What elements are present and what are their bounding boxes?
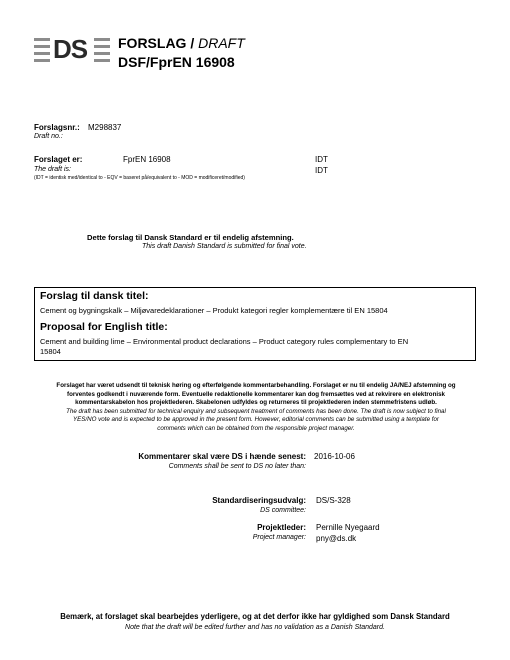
english-title-line2: 15804 <box>40 347 61 356</box>
draft-type-code: IDT <box>315 155 328 164</box>
comments-deadline-sublabel: Comments shall be sent to DS no later than: <box>168 463 306 470</box>
comments-deadline-label: Kommentarer skal være DS i hænde senest: <box>138 452 306 461</box>
draft-type-sublabel: The draft is: <box>34 166 71 173</box>
danish-title: Cement og bygningskalk – Miljøvaredeklarationer – Produkt kategori regler komplementære til EN 15804 <box>40 306 388 315</box>
logo-stripes-right <box>94 38 110 66</box>
danish-title-heading: Forslag til dansk titel: <box>40 290 149 302</box>
logo-text: DS <box>53 34 88 64</box>
english-title-heading: Proposal for English title: <box>40 321 168 333</box>
procedure-notice <box>30 382 482 434</box>
footer-note-en: Note that the draft will be edited further and has no validation as a Danish Standard. <box>125 624 385 631</box>
draft-type-code-en: IDT <box>315 166 328 175</box>
notice-en-line3: comments which can be obtained from the responsible project manager. <box>157 424 355 432</box>
footer-note-da: Bemærk, at forslaget skal bearbejdes yderligere, og at det derfor ikke har gyldighed som Dansk Standard <box>60 612 450 621</box>
notice-da-line2: forventes godkendt i nuværende form. Eventuelle redaktionelle kommentarer kan dog fremsættes ved at rekvirere en elektronisk <box>67 390 445 398</box>
title-prefix: FORSLAG / <box>118 35 195 51</box>
logo-stripes-left <box>34 38 50 66</box>
document-id: DSF/FprEN 16908 <box>118 54 235 70</box>
notice-da-line3: kommentarskabelon hos projektlederen. Skabelonen udfyldes og returneres til projektlederen inden stemmefristens udløb. <box>75 399 437 407</box>
project-manager-email[interactable]: pny@ds.dk <box>316 534 357 543</box>
ds-logo <box>34 34 110 64</box>
draft-type-value: FprEN 16908 <box>123 155 171 164</box>
draft-type-legend: (IDT = identisk med/identical to - EQV = baseret på/equivalent to - MOD = modificeret/modified) <box>34 175 245 181</box>
project-manager-sublabel: Project manager: <box>252 534 306 541</box>
draft-type-label: Forslaget er: <box>34 155 83 164</box>
committee-label: Standardiseringsudvalg: <box>212 496 306 505</box>
draft-number-label: Forslagsnr.: <box>34 123 80 132</box>
draft-number-value: M298837 <box>88 123 122 132</box>
notice-da-line1: Forslaget har været udsendt til teknisk høring og efterfølgende kommentarbehandling. Forslaget er nu til endelig JA/NEJ afstemning og <box>56 382 456 389</box>
notice-en-line2: YES/NO vote and is expected to be approved in the present form. However, editorial comments can be submitted using a template for <box>73 416 439 424</box>
submission-line-da: Dette forslag til Dansk Standard er til endelig afstemning. <box>87 233 294 242</box>
notice-en-line1: The draft has been submitted for technical enquiry and subsequent treatment of comments has been done. The draft is now subject to final <box>66 407 446 415</box>
project-manager-name: Pernille Nyegaard <box>316 523 380 532</box>
committee-sublabel: DS committee: <box>260 507 306 514</box>
titles-box <box>34 287 476 361</box>
title-draft: DRAFT <box>198 35 245 51</box>
submission-line-en: This draft Danish Standard is submitted for final vote. <box>142 243 307 250</box>
project-manager-label: Projektleder: <box>257 523 306 532</box>
document-title <box>118 35 245 51</box>
comments-deadline-value: 2016-10-06 <box>314 452 355 461</box>
draft-number-sublabel: Draft no.: <box>34 133 63 140</box>
committee-value: DS/S-328 <box>316 496 351 505</box>
english-title-line1: Cement and building lime – Environmental product declarations – Product category rules complementary to EN <box>40 337 409 346</box>
